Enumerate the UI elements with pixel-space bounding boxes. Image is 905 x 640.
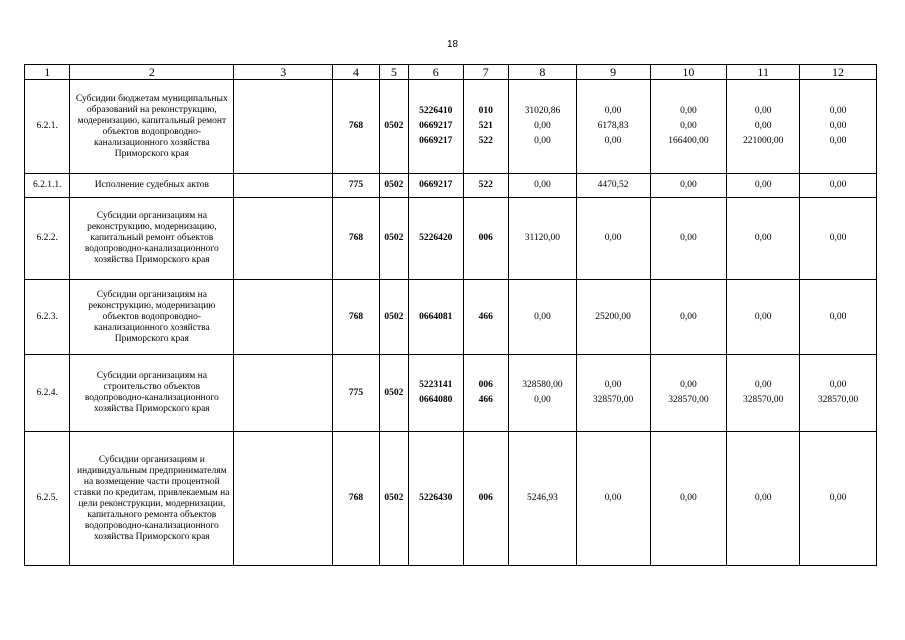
row-name: Субсидии бюджетам муниципальных образований на реконструкцию, модернизацию, капитальный ремонт объектов водопроводно-канализационного хозяйства Приморского края (70, 80, 234, 174)
cell-value: 0,00 (829, 380, 847, 390)
row-col8: 5246,93 (509, 432, 577, 566)
cell-value: 221000,00 (742, 136, 784, 146)
cell-value: 0,00 (829, 121, 847, 131)
row-col10: 0,00 (650, 174, 727, 198)
cell-value: 166400,00 (668, 136, 709, 146)
cell-value: 0669217 (419, 121, 453, 131)
row-col5: 0502 (379, 80, 408, 174)
page-number: 18 (446, 39, 459, 50)
row-col3 (234, 198, 333, 280)
row-name: Субсидии организациям на строительство объектов водопроводно-канализационного хозяйства Приморского края (70, 355, 234, 432)
row-col5: 0502 (379, 174, 408, 198)
row-col4: 775 (333, 174, 379, 198)
cell-value: 0664080 (419, 395, 453, 405)
row-col12 (800, 355, 877, 432)
cell-value: 5223141 (419, 380, 453, 390)
row-name: Субсидии организациям на реконструкцию, модернизацию объектов водопроводно-канализационного хозяйства Приморского края (70, 280, 234, 355)
row-col4: 768 (333, 280, 379, 355)
row-col10: 0,00 (650, 280, 727, 355)
col-header-6: 6 (409, 65, 464, 80)
row-name: Субсидии организациям и индивидуальным предпринимателям на возмещение части процентной ставки по кредитам, привлекаемым на цели реконструкции, модернизации, капитального ремонта объектов водопроводно-канализационного хозяйства Приморского края (70, 432, 234, 566)
row-col6: 5226430 (409, 432, 464, 566)
row-col11: 0,00 (727, 198, 800, 280)
cell-value: 522 (478, 136, 493, 146)
row-col5: 0502 (379, 280, 408, 355)
col-header-9: 9 (576, 65, 650, 80)
col-header-11: 11 (727, 65, 800, 80)
cell-value: 0,00 (680, 106, 697, 116)
cell-value: 0,00 (680, 380, 697, 390)
cell-value: 0,00 (754, 380, 772, 390)
cell-value: 0,00 (680, 121, 697, 131)
row-col11 (727, 80, 800, 174)
row-col4: 768 (333, 432, 379, 566)
row-col3 (234, 355, 333, 432)
row-col12: 0,00 (800, 174, 877, 198)
row-col3 (234, 80, 333, 174)
row-col9: 0,00 (576, 432, 650, 566)
row-col8: 0,00 (509, 174, 577, 198)
row-col10 (650, 80, 727, 174)
row-col6 (409, 80, 464, 174)
row-col8: 31120,00 (509, 198, 577, 280)
row-number: 6.2.3. (25, 280, 70, 355)
row-col10: 0,00 (650, 198, 727, 280)
header-row (25, 65, 877, 80)
row-col6: 5226420 (409, 198, 464, 280)
table-row (25, 174, 877, 198)
cell-value: 0,00 (754, 106, 772, 116)
cell-value: 521 (478, 121, 493, 131)
col-header-10: 10 (650, 65, 727, 80)
cell-value: 5226410 (419, 106, 453, 116)
row-col11: 0,00 (727, 174, 800, 198)
row-col4: 775 (333, 355, 379, 432)
row-col12: 0,00 (800, 280, 877, 355)
cell-value: 0,00 (534, 121, 551, 131)
row-col3 (234, 432, 333, 566)
row-col8 (509, 355, 577, 432)
cell-value: 0,00 (604, 380, 622, 390)
row-col6 (409, 355, 464, 432)
row-col5: 0502 (379, 198, 408, 280)
row-col6: 0664081 (409, 280, 464, 355)
table-row (25, 80, 877, 174)
table-row (25, 432, 877, 566)
row-col5: 0502 (379, 432, 408, 566)
cell-value: 0,00 (534, 395, 551, 405)
col-header-7: 7 (463, 65, 508, 80)
cell-value: 0,00 (604, 136, 622, 146)
col-header-4: 4 (333, 65, 379, 80)
row-col7: 522 (463, 174, 508, 198)
cell-value: 0,00 (829, 106, 847, 116)
row-col3 (234, 280, 333, 355)
row-col12: 0,00 (800, 432, 877, 566)
row-col11: 0,00 (727, 432, 800, 566)
col-header-12: 12 (800, 65, 877, 80)
col-header-3: 3 (234, 65, 333, 80)
row-number: 6.2.4. (25, 355, 70, 432)
row-col7: 006 (463, 198, 508, 280)
row-col3 (234, 174, 333, 198)
row-col4: 768 (333, 198, 379, 280)
cell-value: 010 (478, 106, 493, 116)
cell-value: 0669217 (419, 136, 453, 146)
row-col4: 768 (333, 80, 379, 174)
row-col7 (463, 80, 508, 174)
row-col8: 0,00 (509, 280, 577, 355)
row-col12: 0,00 (800, 198, 877, 280)
table-row (25, 355, 877, 432)
row-col8 (509, 80, 577, 174)
cell-value: 466 (478, 395, 493, 405)
cell-value: 328570,00 (742, 395, 784, 405)
budget-table (24, 64, 877, 566)
cell-value: 328570,00 (817, 395, 859, 405)
row-col10 (650, 355, 727, 432)
row-col11: 0,00 (727, 280, 800, 355)
col-header-2: 2 (70, 65, 234, 80)
cell-value: 328570,00 (668, 395, 709, 405)
row-col9 (576, 355, 650, 432)
row-col9: 4470,52 (576, 174, 650, 198)
cell-value: 0,00 (754, 121, 772, 131)
table-row (25, 198, 877, 280)
row-col10: 0,00 (650, 432, 727, 566)
col-header-1: 1 (25, 65, 70, 80)
row-number: 6.2.1.1. (25, 174, 70, 198)
cell-value: 6178,83 (597, 121, 629, 131)
cell-value: 328570,00 (592, 395, 634, 405)
row-number: 6.2.2. (25, 198, 70, 280)
cell-value: 328580,00 (522, 380, 563, 390)
row-col9: 25200,00 (576, 280, 650, 355)
col-header-8: 8 (509, 65, 577, 80)
cell-value: 0,00 (534, 136, 551, 146)
row-col7 (463, 355, 508, 432)
table-row (25, 280, 877, 355)
row-col7: 006 (463, 432, 508, 566)
cell-value: 006 (478, 380, 493, 390)
cell-value: 0,00 (604, 106, 622, 116)
row-col12 (800, 80, 877, 174)
row-col6: 0669217 (409, 174, 464, 198)
col-header-5: 5 (379, 65, 408, 80)
row-number: 6.2.1. (25, 80, 70, 174)
row-col9 (576, 80, 650, 174)
row-name: Субсидии организациям на реконструкцию, модернизацию, капитальный ремонт объектов водопроводно-канализационного хозяйства Приморского края (70, 198, 234, 280)
row-col9: 0,00 (576, 198, 650, 280)
row-name: Исполнение судебных актов (70, 174, 234, 198)
row-number: 6.2.5. (25, 432, 70, 566)
cell-value: 31020,86 (524, 106, 561, 116)
row-col5: 0502 (379, 355, 408, 432)
cell-value: 0,00 (829, 136, 847, 146)
row-col7: 466 (463, 280, 508, 355)
row-col11 (727, 355, 800, 432)
